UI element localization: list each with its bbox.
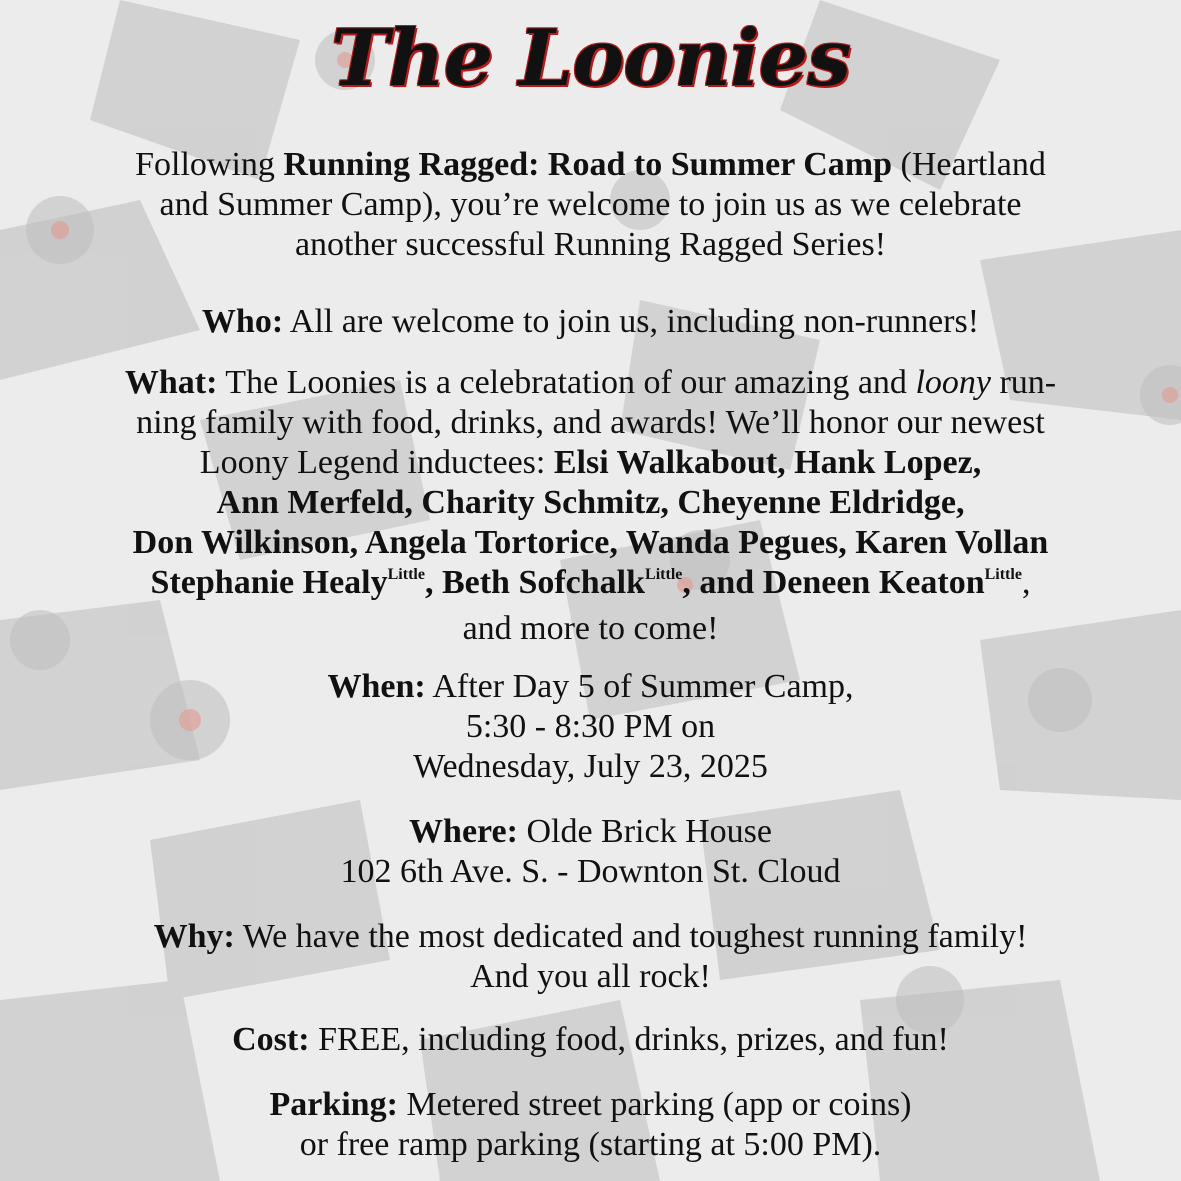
little-superscript: Little	[645, 566, 683, 583]
parking-text: Metered street parking (app or coins)	[397, 1086, 912, 1123]
why-label: Why:	[153, 918, 235, 955]
inductee-names: Elsi Walkabout, Hank Lopez,	[553, 444, 982, 481]
who-line	[40, 302, 1141, 342]
intro-line-2: and Summer Camp), you’re welcome to join us as we celebrate	[159, 186, 1022, 223]
inductee-names: Don Wilkinson, Angela Tortorice, Wanda Pegues, Karen Vollan	[132, 524, 1049, 561]
little-superscript: Little	[984, 566, 1022, 583]
little-superscript: Little	[387, 566, 425, 583]
inductee-name: , and Deneen Keaton	[682, 564, 985, 601]
parking-line-2: or free ramp parking (starting at 5:00 PM).	[299, 1126, 882, 1163]
what-line-6	[40, 563, 1141, 609]
where-line-1	[40, 812, 1141, 852]
what-line-7: and more to come!	[462, 610, 719, 647]
who-label: Who:	[201, 303, 284, 340]
when-line-1	[40, 667, 1141, 707]
when-section	[40, 667, 1141, 787]
parking-line-1	[40, 1085, 1141, 1125]
parking-label: Parking:	[269, 1086, 398, 1123]
page-title: The Loonies	[330, 13, 851, 104]
when-text: After Day 5 of Summer Camp,	[425, 668, 854, 705]
where-section	[40, 812, 1141, 892]
what-line-2: ning family with food, drinks, and awards! We’ll honor our newest	[136, 404, 1045, 441]
inductee-name: Stephanie Healy	[150, 564, 388, 601]
what-emphasis: loony	[915, 364, 991, 401]
what-line-5	[40, 523, 1141, 563]
what-text: run-	[990, 364, 1057, 401]
where-label: Where:	[409, 813, 518, 850]
event-name: Running Ragged: Road to Summer Camp	[283, 146, 893, 183]
parking-section	[40, 1085, 1141, 1165]
intro-line-3: another successful Running Ragged Series!	[294, 226, 887, 263]
what-line-4	[40, 483, 1141, 523]
what-label: What:	[124, 364, 218, 401]
cost-label: Cost:	[232, 1021, 310, 1058]
inductee-name: , Beth Sofchalk	[424, 564, 646, 601]
cost-line	[40, 1020, 1141, 1060]
why-line-1	[40, 917, 1141, 957]
cost-text: FREE, including food, drinks, prizes, and fun!	[309, 1021, 949, 1058]
what-text: ,	[1021, 564, 1031, 601]
cost-section	[40, 1020, 1141, 1060]
when-time: 5:30 - 8:30 PM on	[465, 708, 716, 745]
what-section	[40, 363, 1141, 649]
when-label: When:	[327, 668, 426, 705]
what-line-3	[40, 443, 1141, 483]
intro-text: (Heartland	[892, 146, 1046, 183]
who-section	[40, 302, 1141, 342]
inductee-names: Ann Merfeld, Charity Schmitz, Cheyenne Eldridge,	[216, 484, 965, 521]
why-line-2: And you all rock!	[470, 958, 711, 995]
why-section	[40, 917, 1141, 997]
venue-name: Olde Brick House	[517, 813, 772, 850]
intro-line-1	[40, 145, 1141, 185]
intro-paragraph	[40, 145, 1141, 265]
venue-address: 102 6th Ave. S. - Downton St. Cloud	[340, 853, 841, 890]
what-text: Loony Legend inductees:	[199, 444, 554, 481]
why-text: We have the most dedicated and toughest running family!	[234, 918, 1028, 955]
intro-text: Following	[135, 146, 284, 183]
who-text: All are welcome to join us, including non-runners!	[283, 303, 980, 340]
what-line-1	[40, 363, 1141, 403]
what-text: The Loonies is a celebratation of our amazing and	[217, 364, 916, 401]
when-date: Wednesday, July 23, 2025	[413, 748, 768, 785]
